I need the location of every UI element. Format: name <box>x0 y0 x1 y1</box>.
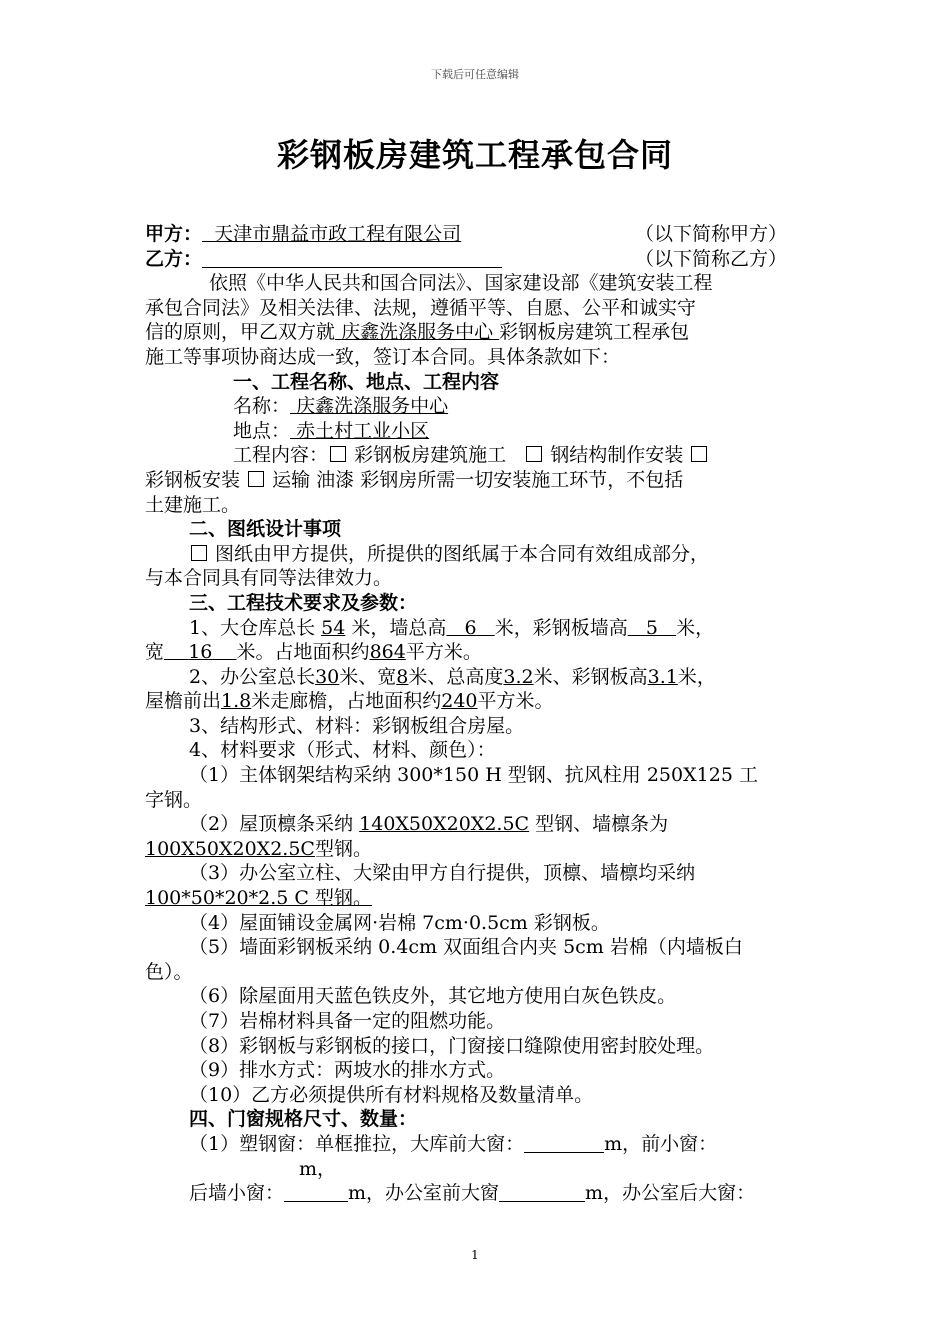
material-req-line: 4、材料要求（形式、材料、颜色）： <box>189 739 496 762</box>
checkbox-1[interactable] <box>330 446 346 462</box>
structure-form-line: 3、结构形式、材料：彩钢板组合房屋。 <box>189 714 525 737</box>
party-b-line <box>145 247 809 272</box>
section-2-heading: 二、图纸设计事项 <box>189 518 342 541</box>
section-3-heading: 三、工程技术要求及参数： <box>189 591 418 614</box>
window-spec-line: （1）塑钢窗：单框推拉，大库前大窗： m，前小窗： <box>189 1132 718 1155</box>
intro-line-4: 施工等事项协商达成一致，签订本合同。具体条款如下： <box>145 345 621 368</box>
party-a-label: 甲方： <box>145 223 203 245</box>
window-spec-line-2: 后墙小窗： m，办公室前大窗 m，办公室后大窗： <box>189 1182 756 1205</box>
intro-line-3: 信的原则，甲乙双方就 庆鑫洗涤服务中心 彩钢板房建筑工程承包 <box>145 321 690 344</box>
project-location-line: 地点： 赤土村工业小区 <box>233 419 430 442</box>
checkbox-4[interactable] <box>248 471 264 487</box>
material-7-line: （7）岩棉材料具备一定的阻燃功能。 <box>189 1010 506 1032</box>
material-10-line: （10）乙方必须提供所有材料规格及数量清单。 <box>189 1083 594 1106</box>
project-location-value: 赤土村工业小区 <box>296 419 430 442</box>
blank-large-front-window <box>524 1134 604 1153</box>
material-6-line: （6）除屋面用天蓝色铁皮外，其它地方使用白灰色铁皮。 <box>189 985 677 1008</box>
section-1-heading: 一、工程名称、地点、工程内容 <box>233 370 500 393</box>
material-1-line-2: 字钢。 <box>145 788 203 811</box>
intro-line-2: 承包合同法》及相关法律、法规，遵循平等、自愿、公平和诚实守 <box>145 296 697 319</box>
project-name-value: 庆鑫洗涤服务中心 <box>296 395 449 418</box>
page-number: 1 <box>471 1248 479 1262</box>
intro-line-1: 依照《中华人民共和国合同法》、国家建设部《建筑安装工程 <box>209 272 713 295</box>
material-2-line: （2）屋顶檩条采纳 140X50X20X2.5C 型钢、墙檩条为 <box>189 813 669 836</box>
material-5-line: （5）墙面彩钢板采纳 0.4cm 双面组合内夹 5cm 岩棉（内墙板白 <box>189 936 743 959</box>
party-a-line <box>145 222 809 247</box>
material-3-line-2: 100*50*20*2.5 C 型钢。 <box>145 887 372 910</box>
project-name-line: 名称： 庆鑫洗涤服务中心 <box>233 395 449 418</box>
material-5-line-2: 色）。 <box>145 960 193 983</box>
window-spec-unit: m， <box>299 1157 337 1180</box>
drawings-line-1: 图纸由甲方提供，所提供的图纸属于本合同有效组成部分， <box>145 542 809 567</box>
work-content-tail: 土建施工。 <box>145 493 241 516</box>
blank-office-front-window <box>499 1183 585 1202</box>
party-b-label: 乙方： <box>145 247 203 270</box>
warehouse-spec-line: 1、大仓库总长 54 米，墙总高 6 米，彩钢板墙高 5 米， <box>189 616 715 639</box>
page-header: 下载后可任意编辑 <box>431 68 519 81</box>
project-name-inline: 庆鑫洗涤服务中心 <box>341 321 494 344</box>
material-4-line: （4）屋面铺设金属网·岩棉 7cm·0.5cm 彩钢板。 <box>189 911 610 934</box>
material-8-line: （8）彩钢板与彩钢板的接口，门窗接口缝隙使用密封胶处理。 <box>189 1034 715 1057</box>
material-9-line: （9）排水方式：两坡水的排水方式。 <box>189 1059 506 1082</box>
office-spec-line: 2、办公室总长30米、宽8米、总高度3.2米、彩钢板高3.1米， <box>189 665 716 688</box>
material-3-line: （3）办公室立柱、大梁由甲方自行提供，顶檩、墙檩均采纳 <box>189 862 696 885</box>
contract-body <box>145 222 809 1206</box>
office-spec-line-2: 屋檐前出1.8米走廊檐，占地面积约240平方米。 <box>145 690 554 713</box>
checkbox-3[interactable] <box>691 446 707 462</box>
section-4-heading: 四、门窗规格尺寸、数量： <box>189 1108 418 1131</box>
material-2-line-2: 100X50X20X2.5C型钢。 <box>145 837 372 860</box>
work-content-line: 工程内容： 彩钢板房建筑施工 钢结构制作安装 <box>145 443 809 468</box>
work-content-line-2: 彩钢板安装 运输 油漆 彩钢房所需一切安装施工环节，不包括 <box>145 468 684 491</box>
material-1-line: （1）主体钢架结构采纳 300*150 H 型钢、抗风柱用 250X125 工 <box>189 764 758 787</box>
blank-rear-small-window <box>284 1183 348 1202</box>
checkbox-5[interactable] <box>191 545 207 561</box>
party-a-note: （以下简称甲方） <box>635 223 788 245</box>
party-a-name: 天津市鼎益市政工程有限公司 <box>214 223 462 245</box>
drawings-line-2: 与本合同具有同等法律效力。 <box>145 567 393 590</box>
party-b-name-blank <box>202 249 502 268</box>
warehouse-spec-line-2: 宽 16 米。占地面积约864平方米。 <box>145 641 482 664</box>
document-title: 彩钢板房建筑工程承包合同 <box>276 136 673 174</box>
party-b-note: （以下简称乙方） <box>635 247 788 270</box>
checkbox-2[interactable] <box>526 446 542 462</box>
